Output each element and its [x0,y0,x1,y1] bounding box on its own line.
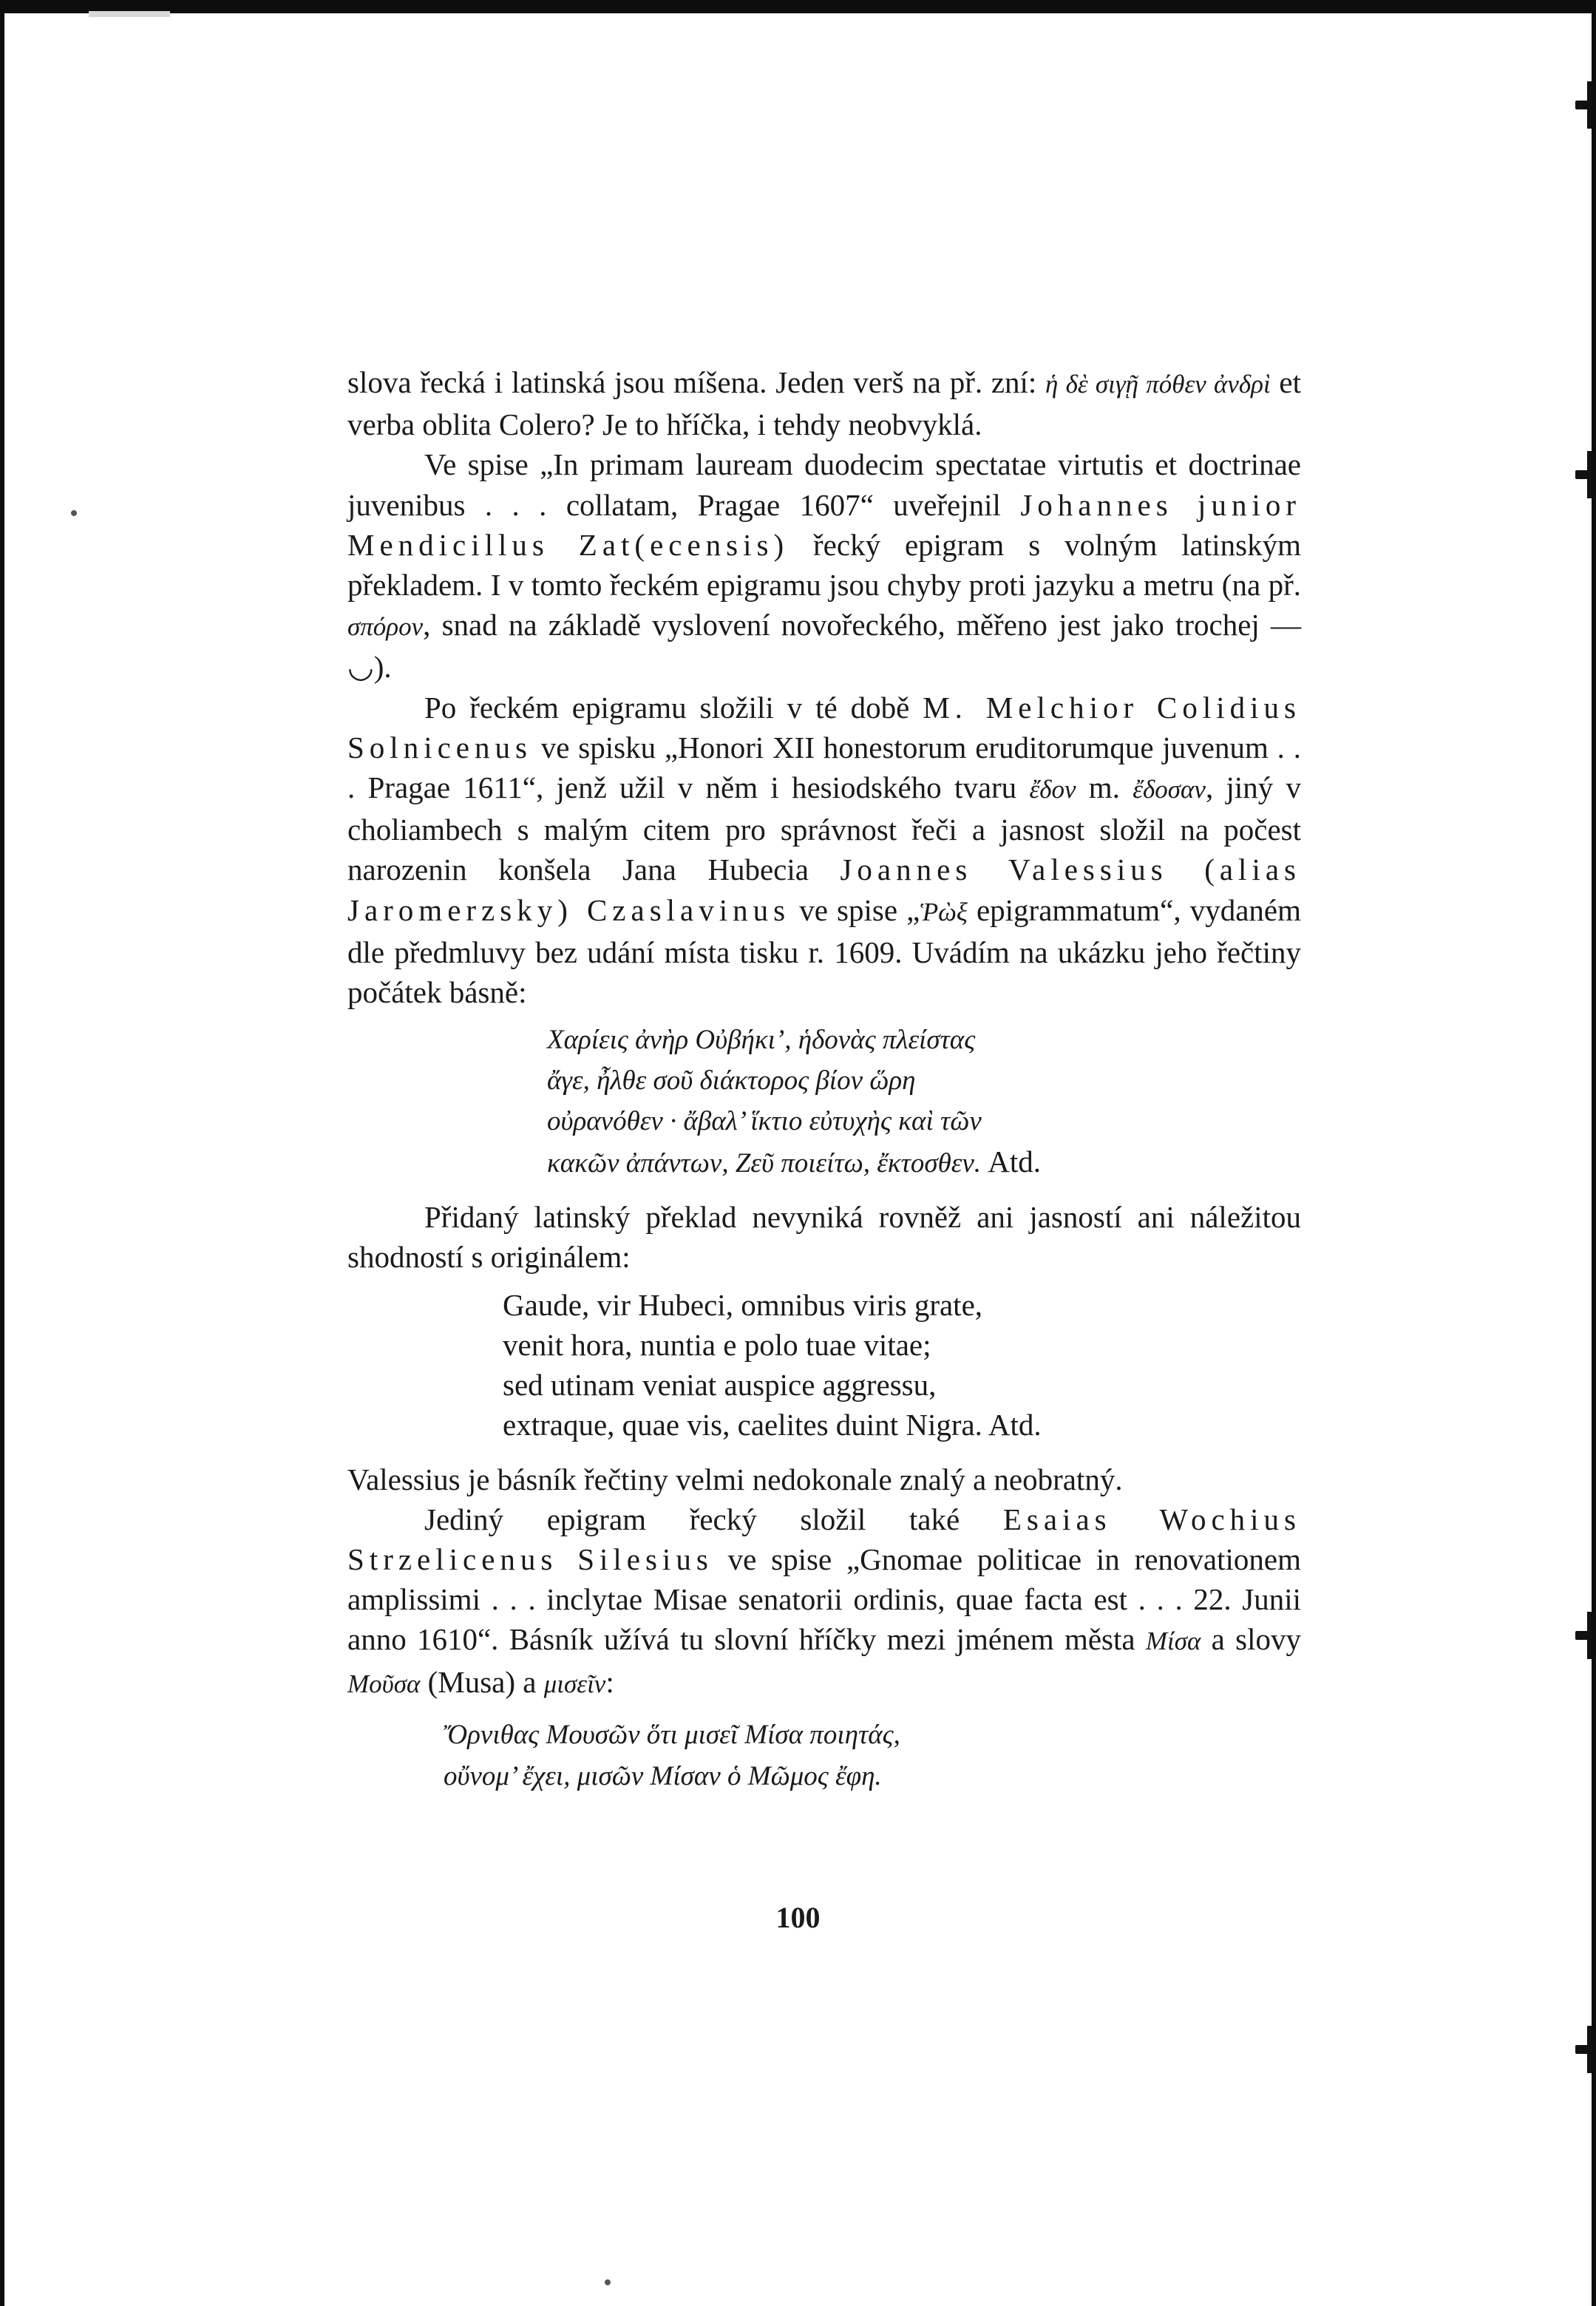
binding-pin-icon [1575,2026,1592,2073]
author-name: M. Melchior Colidius Solnicenus [347,690,1302,764]
greek-word: ἔδοσαν [1133,775,1206,804]
page-body [347,362,1301,1797]
greek-word: μισεῖν [543,1669,606,1698]
greek-poem-line: οὐρανόθεν · ἄβαλ’ ἵκτιο εὐτυχὴς καὶ τῶν [547,1106,982,1137]
greek-poem [547,1020,1301,1184]
text-run: a slovy [1201,1622,1301,1657]
greek-poem-line: κακῶν ἀπάντων, Ζεῦ ποιείτω, ἔκτοσθεν. [547,1148,982,1179]
greek-word: σπόρον [347,612,424,642]
binding-pin-icon [1575,451,1592,498]
text-run: ve spise „Gnomae politicae in renovationem amplissimi . . . inclytae Misae senatorii ordinis, quae facta est . . . 22. Junii anno 1610“. Básník užívá tu slovní hříčky mezi jménem města [347,1542,1301,1657]
text-run: Ve spise „In primam lauream duodecim spectatae virtutis et doctrinae juvenibus . . . collatam, Pragae 1607“ uveřejnil [347,447,1301,522]
greek-word: ἡ δὲ σιγῇ πόθεν ἀνδρὶ [1045,370,1271,399]
greek-poem-line: Χαρίεις ἀνὴρ Οὐβήκι’, ἡδονὰς πλείστας [547,1025,976,1056]
paragraph-colidius [347,688,1301,1013]
text-run: , jiný v choliambech s malým citem pro správnost řeči a jasnost složil na počest narozenin konšela Jana Hubecia [347,770,1301,887]
greek-poem-suffix: Atd. [988,1144,1042,1179]
dust-speck [605,2279,611,2285]
author-name: Joannes Valessius (alias Jaromerzsky) Czaslavinus [347,852,1301,927]
greek-word: Μοῦσα [347,1669,421,1698]
paragraph-mendicillus [347,444,1301,687]
text-run: : [605,1664,614,1699]
paragraph-translation: Přidaný latinský překlad nevyniká rovněž ani jasností ani náležitou shodností s originálem: [347,1200,1301,1275]
greek-word: Ῥὼξ [920,897,968,926]
paragraph-valessius: Valessius je básník řečtiny velmi nedokonale znalý a neobratný. [347,1462,1123,1496]
author-name: Johannes junior Mendicillus Zat(ecensis) [347,487,1301,562]
text-run: řecký epigram s volným latinským překladem. I v tomto řeckém epigramu jsou chyby proti jazyku a metru (na př. [347,527,1301,603]
binding-pin-icon [1575,81,1592,129]
scan-corner-mark [89,11,170,17]
greek-word: Μίσα [1145,1627,1201,1656]
latin-poem-line: venit hora, nuntia e polo tuae vitae; [503,1327,931,1362]
text-run: Po řeckém epigramu složili v té době [424,690,923,725]
latin-poem [503,1285,1301,1445]
text-run: ve spisku „Honori XII honestorum eruditorumque juvenum . . . Pragae 1611“, jenž užil v něm i hesiodského tvaru [347,730,1301,805]
text-run: ve spise „ [790,892,920,927]
latin-poem-line: sed utinam veniat auspice aggressu, [503,1367,937,1402]
greek-epigram-line: Ὄρνιθας Μουσῶν ὅτι μισεῖ Μίσα ποιητάς, [444,1719,900,1750]
latin-poem-line: Gaude, vir Hubeci, omnibus viris grate, [503,1287,983,1322]
text-run: et verba oblita Colero? Je to hříčka, i tehdy neobvyklá. [347,365,1301,442]
text-run: epigrammatum“, vydaném dle předmluvy bez udání místa tisku r. 1609. Uvádím na ukázku jeho řečtiny počátek básně: [347,892,1301,1010]
dust-speck [71,510,77,516]
greek-epigram-line: οὔνομ’ ἔχει, μισῶν Μίσαν ὁ Μῶμος ἔφη. [444,1760,882,1791]
text-run: m. [1076,770,1133,805]
text-run: , snad na základě vyslovení novořeckého, měřeno jest jako trochej — ◡). [347,608,1301,685]
paragraph-intro [347,362,1301,444]
greek-word: ἔδον [1029,775,1076,804]
latin-poem-line: extraque, quae vis, caelites duint Nigra. Atd. [503,1407,1042,1442]
text-run: slova řecká i latinská jsou míšena. Jeden verš na př. zní: [347,365,1046,399]
greek-epigram [444,1715,1301,1797]
greek-poem-last-line [547,1142,1301,1184]
greek-poem-line: ἄγε, ἦλθε σοῦ διάκτορος βίον ὥρη [547,1065,916,1096]
text-run: (Musa) a [420,1664,544,1699]
binding-pin-icon [1575,1612,1592,1659]
author-name: Esaias Wochius Strzelicenus Silesius [347,1502,1301,1577]
page-number: 100 [775,1901,821,1934]
text-run: Jediný epigram řecký složil také [424,1502,1003,1536]
paragraph-wochius [347,1499,1301,1704]
